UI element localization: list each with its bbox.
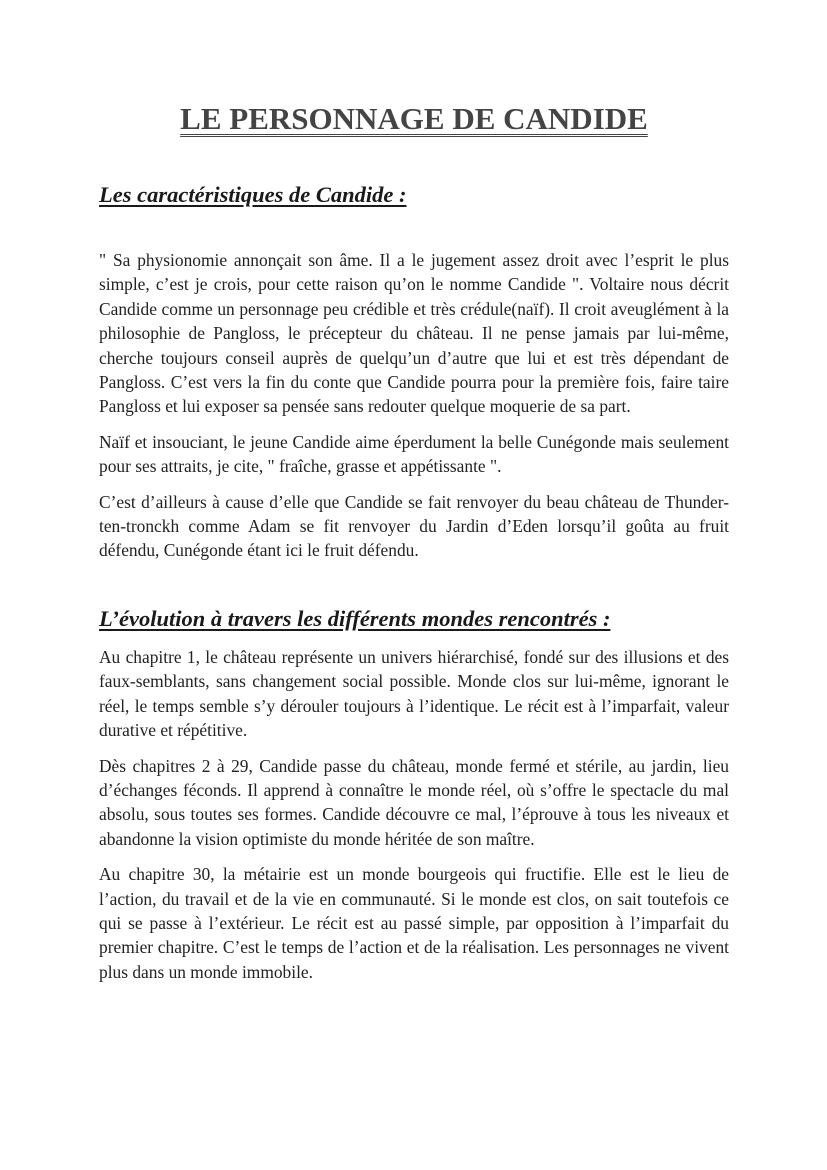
paragraph-renvoi: C’est d’ailleurs à cause d’elle que Candide se fait renvoyer du beau château de Thunder-ten-tronckh comme Adam se fit renvoyer du Jardin d’Eden lorsqu’il goûta au fruit défendu, Cunégonde étant ici le fruit défendu.: [99, 491, 729, 561]
paragraph-chapitres-2-29: Dès chapitres 2 à 29, Candide passe du château, monde fermé et stérile, au jardin, lieu d’échanges féconds. Il apprend à connaître le monde réel, où s’offre le spectacle du mal absolu, sous toutes ses formes. Candide découvre ce mal, l’éprouve à tous les niveaux et abandonne la vision optimiste du monde héritée de son maître.: [99, 755, 729, 849]
paragraph-chapitre-30: Au chapitre 30, la métairie est un monde bourgeois qui fructifie. Elle est le lieu de l’action, du travail et de la vie en communauté. Si le monde est clos, on sait toutefois ce qui se passe à l’extérieur. Le récit est au passé simple, par opposition à l’imparfait du premier chapitre. C’est le temps de l’action et de la réalisation. Les personnages ne vivent plus dans un monde immobile.: [99, 864, 729, 982]
paragraph-physionomie: " Sa physionomie annonçait son âme. Il a le jugement assez droit avec l’esprit le plus simple, c’est je crois, pour cette raison qu’on le nomme Candide ". Voltaire nous décrit Candide comme un personnage peu crédible et très crédule(naïf). Il croit aveuglément à la philosophie de Pangloss, le précepteur du château. Il ne pense jamais par lui-même, cherche toujours conseil auprès de quelqu’un d’autre que lui et est très dépendant de Pangloss. C’est vers la fin du conte que Candide pourra pour la première fois, faire taire Pangloss et lui exposer sa pensée sans redouter quelque moquerie de sa part.: [99, 250, 729, 417]
section-heading-evolution: L’évolution à travers les différents mondes rencontrés :: [99, 605, 611, 631]
paragraph-chapitre-1: Au chapitre 1, le château représente un univers hiérarchisé, fondé sur des illusions et des faux-semblants, sans changement social possible. Monde clos sur lui-même, ignorant le réel, le temps semble s’y dérouler toujours à l’identique. Le récit est à l’imparfait, valeur durative et répétitive.: [99, 646, 729, 741]
document-page: [99, 0, 729, 984]
paragraph-naif: Naïf et insouciant, le jeune Candide aime éperdument la belle Cunégonde mais seulement pour ses attraits, je cite, " fraîche, grasse et appétissante ".: [99, 431, 729, 477]
section-heading-caracteristiques: Les caractéristiques de Candide :: [99, 182, 407, 207]
document-title: LE PERSONNAGE DE CANDIDE: [180, 101, 648, 136]
